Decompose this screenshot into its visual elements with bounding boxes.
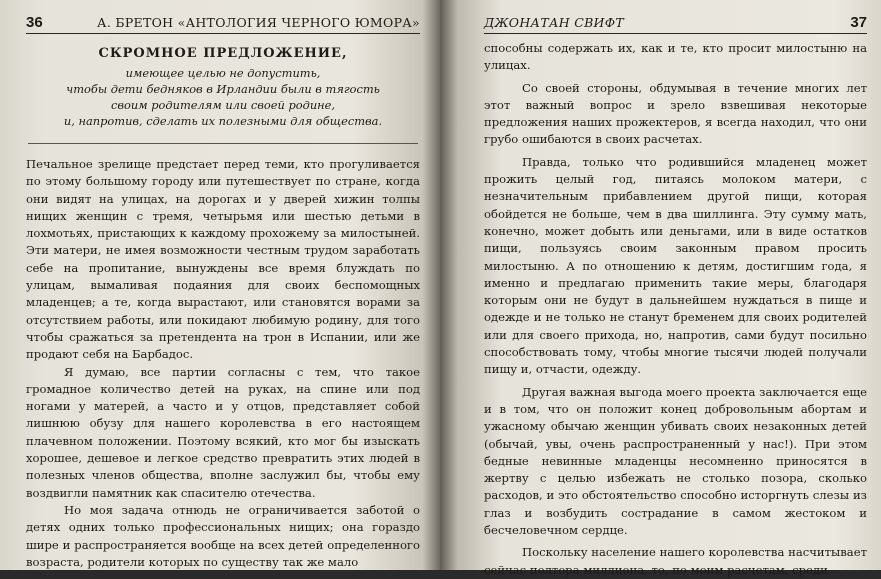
left-page <box>0 0 440 570</box>
right-running-title-text: ДЖОНАТАН СВИФТ <box>484 15 625 30</box>
chapter-subtitle <box>26 65 420 129</box>
right-paragraph-2: Со своей стороны, обдумывая в течение многих лет этот важный вопрос и зрело взвешивая некоторые предложения наших прожектеров, я всегда находил, что они грубо ошибаются в своих расчетах. <box>484 80 867 147</box>
right-paragraph-3: Правда, только что родившийся младенец может прожить целый год, питаясь молоком матери, с незначительным прибавлением другой пищи, которая обойдется не больше, чем в два шиллинга. Эту сумму мать, конечно, может добыть или деньгами, или в виде остатков пищи, пользуясь своим законным правом просить милостыню. А по отношению к детям, достигшим года, я именно и предлагаю применить такие меры, благодаря которым они не будут в дальнейшем нуждаться в пище и одежде и не только не станут бременем для своих родителей или для своего прихода, но, напротив, сами будут посильно способствовать тому, чтобы многие тысячи людей получали пищу и, отчасти, одежду. <box>484 154 867 377</box>
subtitle-line: чтобы дети бедняков в Ирландии были в тягость <box>66 82 380 96</box>
left-paragraph-2: Я думаю, все партии согласны с тем, что такое громадное количество детей на руках, на спине или под ногами у матерей, а часто и у отцов, представляет собой лишнюю обузу для нашего королевства в его настоящем плачевном положении. Поэтому всякий, кто мог бы изыскать хорошее, дешевое и легкое средство превратить этих людей в полезных членов общества, вполне заслужил бы, чтобы ему воздвигли памятник как спасителю отечества. <box>26 364 420 500</box>
right-page-number: 37 <box>850 14 867 31</box>
title-separator <box>28 143 418 144</box>
right-paragraph-1: способны содержать их, как и те, кто просит милостыню на улицах. <box>484 41 867 73</box>
left-page-number: 36 <box>26 14 43 31</box>
left-paragraph-1: Печальное зрелище предстает перед теми, кто прогуливается по этому большому городу или путешествует по стране, когда они видят на улицах, на дорогах и у дверей хижин толпы нищих женщин с тремя, четырьмя или шестью детьми в лохмотьях, пристающих к каждому прохожему за милостыней. Эти матери, не имея возможности честным трудом заработать себе на пропитание, вынуждены все время блуждать по улицам, вымаливая подаяния для своих беспомощных младенцев; а те, когда вырастают, или становятся ворами за отсутствием работы, или покидают любимую родину, для того чтобы сражаться за претендента на трон в Испании, или же продают себя на Барбадос. <box>26 157 420 362</box>
chapter-title: СКРОМНОЕ ПРЕДЛОЖЕНИЕ, <box>98 46 348 61</box>
subtitle-line: и, напротив, сделать их полезными для общества. <box>63 114 383 128</box>
subtitle-line: своим родителям или своей родине, <box>110 98 336 112</box>
right-paragraph-5: Поскольку население нашего королевства насчитывает сейчас полтора миллиона, то, по моим расчетам, среди <box>484 545 867 577</box>
left-running-title: А. БРЕТОН «АНТОЛОГИЯ ЧЕРНОГО ЮМОРА» <box>97 15 420 30</box>
subtitle-line: имеющее целью не допустить, <box>125 66 321 80</box>
right-running-head <box>484 14 867 34</box>
left-paragraph-3: Но моя задача отнюдь не ограничивается заботой о детях одних только профессиональных нищих; она гораздо шире и распространяется вообще на всех детей определенного возраста, родители которых по существу так же мало <box>26 502 420 569</box>
right-running-title <box>484 15 624 30</box>
left-running-head <box>26 14 420 34</box>
right-paragraph-4: Другая важная выгода моего проекта заключается еще и в том, что он положит конец добровольным абортам и ужасному обычаю женщин убивать своих незаконных детей (обычай, увы, очень распространенный у нас!). При этом бедные невинные младенцы несомненно приносятся в жертву с целью избежать не столько позора, сколько расходов, и это обстоятельство способно исторгнуть слезы из глаз и возбудить сострадание в самом жестоком и бесчеловечном сердце. <box>484 384 867 538</box>
right-page <box>440 0 881 577</box>
